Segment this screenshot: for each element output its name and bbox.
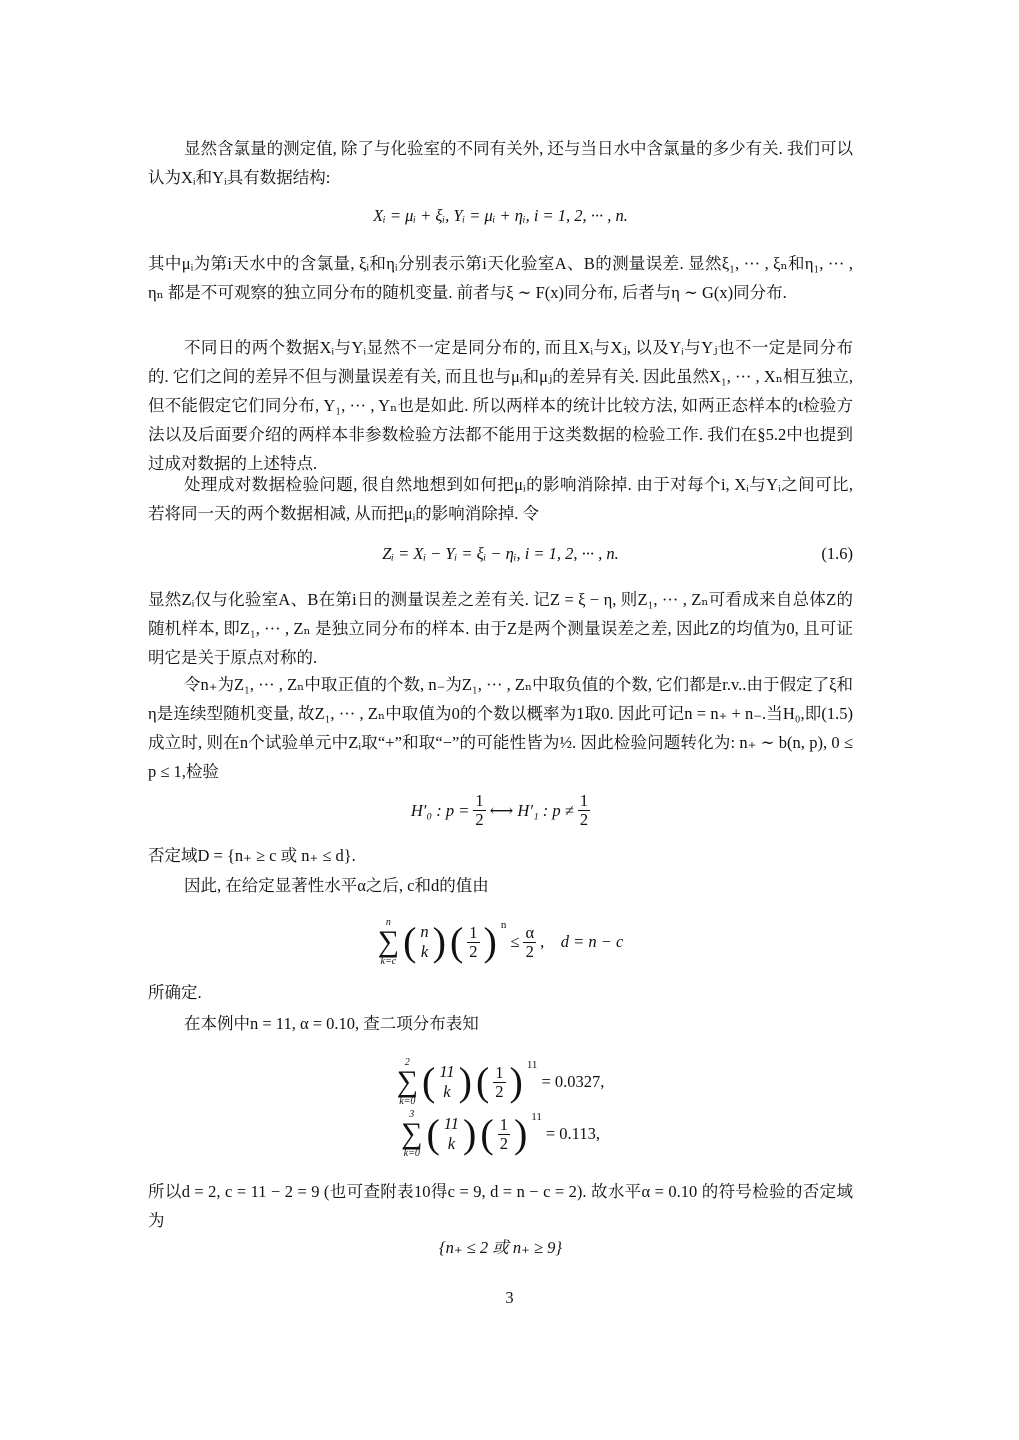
equation-sum-c: n ∑ k=c ( n k ) ( $\frac{1}{2}$ ) n ≤ $\frac{\alpha}{2}$ , d = n − c	[377, 917, 624, 967]
sum-upper: 3	[409, 1109, 415, 1120]
sum-lower: k=0	[399, 1096, 416, 1107]
paragraph-9: 所确定.	[148, 983, 202, 1002]
binomial	[439, 1062, 454, 1102]
paragraph-8: 因此, 在给定显著性水平α之后, c和d的值由	[184, 876, 489, 895]
paragraph-2: 其中μᵢ为第i天水中的含氯量, ξᵢ和ηᵢ分别表示第i天化验室A、B的测量误差. 显然ξ₁, ··· , ξₙ和η₁, ··· , ηₙ 都是不可观察的独立同分布的随机变量. 前者与ξ ∼ F(x)同分布, 后者与η ∼ G(x)同分布.	[148, 254, 853, 302]
numerator: 1	[579, 791, 589, 810]
fraction-alpha	[523, 924, 536, 961]
numerator: 1	[495, 1062, 504, 1082]
summation: 3 ∑ k=0	[401, 1109, 423, 1159]
summation: 2 ∑ k=0	[396, 1057, 418, 1107]
paragraph-3: 不同日的两个数据Xᵢ与Yᵢ显然不一定是同分布的, 而且Xᵢ与Xⱼ, 以及Yᵢ与Yⱼ也不一定是同分布的. 它们之间的差异不但与测量误差有关, 而且也与μᵢ和μⱼ的差异有关. 因此虽然X₁, ··· , Xₙ相互独立, 但不能假定它们同分布, Y₁, ··· , Yₙ也是如此. 所以两样本的统计比较方法, 如两正态样本的t检验方法以及后面要介绍的两样本非参数检验方法都不能用于这类数据的检验工作. 我们在§5.2中也提到过成对数据的上述特点.	[148, 338, 853, 473]
numerator: 1	[499, 1114, 508, 1134]
binomial	[420, 922, 428, 962]
sum-lower: k=0	[403, 1148, 420, 1159]
sum-upper: n	[385, 917, 391, 928]
paragraph-4: 处理成对数据检验问题, 很自然地想到如何把μᵢ的影响消除掉. 由于对每个i, Xᵢ与Yᵢ之间可比, 若将同一天的两个数据相减, 从而把μᵢ的影响消除掉. 令	[148, 475, 853, 523]
result: = 0.0327,	[541, 1072, 605, 1091]
exponent: n	[500, 919, 507, 931]
binom-top: 11	[439, 1062, 455, 1081]
denominator: 2	[499, 1133, 508, 1153]
sum-lower: k=c	[380, 956, 397, 967]
binom-bottom: k	[447, 1134, 456, 1153]
paragraph-10: 在本例中n = 11, α = 0.10, 查二项分布表知	[184, 1014, 479, 1033]
equation-1-6	[148, 544, 853, 564]
result: = 0.113,	[545, 1124, 600, 1143]
equation-number: (1.6)	[821, 544, 853, 563]
fraction-half	[473, 792, 485, 829]
denominator: 2	[475, 810, 484, 829]
equation-hypothesis	[148, 792, 853, 829]
denominator: 2	[579, 810, 589, 829]
paragraph-11: 所以d = 2, c = 11 − 2 = 9 (也可查附表10得c = 9, d = n − c = 2). 故水平α = 0.10 的符号检验的否定域为	[148, 1182, 853, 1230]
equation-sum-3: 3 ∑ k=0 ( 11 k ) ( $\frac{1}{2}$ ) 11 = 0.113,	[401, 1109, 600, 1159]
page-number: 3	[505, 1288, 514, 1307]
equation-tail: , d = n − c	[540, 932, 624, 951]
denominator: 2	[495, 1081, 504, 1101]
binom-bottom: k	[420, 942, 429, 961]
binom-top: n	[420, 922, 429, 941]
paragraph-5: 显然Zᵢ仅与化验室A、B在第i日的测量误差之差有关. 记Z = ξ − η, 则Z₁, ··· , Zₙ可看成来自总体Z的随机样本, 即Z₁, ··· , Zₙ 是独立同分布的样本. 由于Z是两个测量误差之差, 因此Z的均值为0, 且可证明它是关于原点对称的.	[148, 590, 853, 667]
exponent: 11	[531, 1111, 542, 1123]
fraction-half	[498, 1116, 510, 1153]
exponent: 11	[526, 1059, 538, 1071]
fraction-half	[493, 1064, 505, 1101]
paragraph-7: 否定域D = {n₊ ≥ c 或 n₊ ≤ d}.	[148, 846, 356, 865]
sum-upper: 2	[404, 1057, 410, 1068]
binom-bottom: k	[443, 1082, 451, 1101]
equation-structure: Xᵢ = μᵢ + ξᵢ, Yᵢ = μᵢ + ηᵢ, i = 1, 2, ··· , n.	[373, 206, 628, 225]
numerator: 1	[475, 791, 484, 810]
equation-body: Zᵢ = Xᵢ − Yᵢ = ξᵢ − ηᵢ, i = 1, 2, ··· , n.	[382, 544, 619, 563]
binomial	[444, 1114, 459, 1154]
denominator: 2	[469, 941, 478, 961]
h1-text: ⟷ H′₁ : p ≠	[489, 800, 574, 820]
summation: n ∑ k=c	[377, 917, 400, 967]
numerator: α	[525, 922, 535, 942]
relation: ≤	[510, 932, 520, 951]
paragraph-6: 令n₊为Z₁, ··· , Zₙ中取正值的个数, n₋为Z₁, ··· , Zₙ中取负值的个数, 它们都是r.v..由于假定了ξ和η是连续型随机变量, 故Z₁, ··· , Zₙ中取值为0的个数以概率为1取0. 因此可记n = n₊ + n₋.当H₀,即(1.5)成立时, 则在n个试验单元中Zᵢ取“+”和取“−”的可能性皆为½. 因此检验问题转化为: n₊ ∼ b(n, p), 0 ≤ p ≤ 1,检验	[148, 675, 853, 781]
paragraph-1: 显然含氯量的测定值, 除了与化验室的不同有关外, 还与当日水中含氯量的多少有关. 我们可以认为Xᵢ和Yᵢ具有数据结构:	[148, 139, 854, 187]
equation-rejection-region: {n₊ ≤ 2 或 n₊ ≥ 9}	[439, 1238, 562, 1257]
h0-text: H′₀ : p =	[410, 800, 470, 820]
numerator: 1	[469, 922, 478, 942]
equation-sum-2: 2 ∑ k=0 ( 11 k ) ( $\frac{1}{2}$ ) 11 = 0.0327,	[396, 1057, 605, 1107]
fraction-half	[467, 924, 479, 961]
denominator: 2	[525, 941, 534, 961]
binom-top: 11	[443, 1114, 460, 1133]
fraction-half	[578, 792, 590, 829]
